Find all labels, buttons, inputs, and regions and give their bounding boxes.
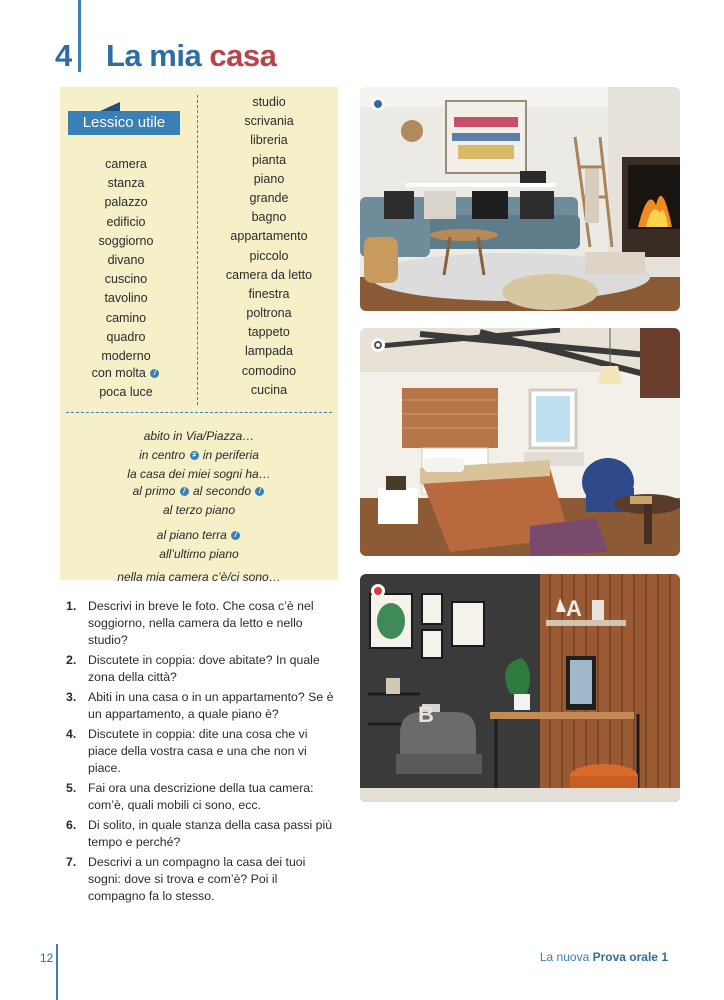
vocab-word: comodino [241, 363, 297, 378]
vocab-word: palazzo [104, 195, 148, 210]
vocab-word: piano [253, 171, 285, 186]
vocab-word: pianta [251, 152, 287, 167]
phrase: all’ultimo piano [159, 547, 239, 561]
series-lead: La nuova [539, 950, 590, 964]
questions-list [66, 598, 336, 908]
title-main: La mia [106, 38, 202, 73]
column-divider [197, 95, 198, 405]
letter-b-decoration: B [418, 702, 434, 727]
question-item: 5. Fai ora una descrizione della tua camera: com’è, quali mobili ci sono, ecc. [66, 781, 314, 812]
phrase: al primo / al secondo / [66, 484, 332, 503]
living-room-photo [360, 87, 680, 311]
alternative-icon: / [231, 531, 240, 540]
vocab-left-column [72, 155, 180, 404]
vocabulary-box [60, 87, 338, 584]
vocab-word: stanza [107, 176, 145, 191]
vocab-word: bagno [251, 210, 287, 225]
marker-white [374, 341, 382, 349]
phrase: in centro ≠ in periferia [139, 448, 259, 462]
vocab-word: tavolino [104, 291, 148, 306]
marker-red [374, 587, 382, 595]
vocab-word: libreria [250, 133, 288, 148]
page-title [106, 38, 276, 74]
study-illustration [360, 574, 680, 802]
alternative-icon: / [255, 487, 264, 496]
opposite-icon: ≠ [190, 451, 199, 460]
vocab-word: finestra [248, 286, 290, 301]
vocab-word: grande [249, 190, 289, 205]
vocab-right-column [208, 93, 330, 400]
study-photo [360, 574, 680, 802]
question-item: 1. Descrivi in breve le foto. Che cosa c’è nel soggiorno, nella camera da letto e nello studio? [66, 599, 314, 647]
bedroom-photo [360, 328, 680, 556]
vocab-word: divano [107, 252, 145, 267]
vocab-word: cucina [250, 382, 288, 397]
question-item: 6. Di solito, in quale stanza della casa passi più tempo e perché? [66, 818, 333, 849]
series-title [540, 950, 668, 964]
vocab-word: camera [105, 157, 147, 171]
phrases-divider [66, 412, 332, 413]
question-item: 3. Abiti in una casa o in un appartamento? Se è un appartamento, a quale piano è? [66, 690, 334, 721]
question-item: 7. Descrivi a un compagno la casa dei tuoi sogni: dove si trova e com’è? Poi il compagno fa lo stesso. [66, 855, 306, 903]
vocab-word: piccolo [249, 248, 289, 263]
vocab-word: camera da letto [225, 267, 313, 282]
question-item: 4. Discutete in coppia: dite una cosa che vi piace della vostra casa e una che non vi piace. [66, 727, 308, 775]
phrase: la casa dei miei sogni ha… [127, 467, 271, 481]
page-number: 12 [40, 951, 54, 965]
footer-rule [56, 944, 58, 1000]
title-accent: casa [209, 38, 277, 73]
phrase: al terzo piano [162, 503, 236, 517]
phrase: abito in Via/Piazza… [143, 429, 255, 443]
useful-phrases [66, 427, 332, 587]
vocab-word: tappeto [248, 325, 290, 340]
vocab-word: scrivania [244, 114, 294, 129]
living-room-illustration [360, 87, 680, 311]
vocab-word: con molta / [72, 366, 180, 385]
photo-marker [371, 338, 385, 352]
vocab-word: quadro [106, 329, 146, 344]
vocab-word: poca luce [99, 385, 153, 400]
vocab-word: poltrona [246, 306, 292, 321]
alternative-icon: / [180, 487, 189, 496]
series-name: Prova orale [592, 950, 658, 964]
bedroom-illustration [360, 328, 680, 556]
phrase: nella mia camera c’è/ci sono… [117, 570, 281, 584]
vocab-word: lampada [245, 344, 293, 359]
series-number: 1 [661, 950, 668, 964]
unit-number: 4 [55, 38, 73, 73]
vocab-word: cuscino [104, 272, 148, 287]
photo-marker [371, 584, 385, 598]
question-item: 2. Discutete in coppia: dove abitate? In quale zona della città? [66, 653, 320, 684]
vocab-word: edificio [106, 214, 146, 229]
lessico-label [68, 102, 184, 138]
photo-marker [371, 97, 385, 111]
vocab-word: camino [105, 310, 147, 325]
marker-blue [374, 100, 382, 108]
alternative-icon: / [150, 369, 159, 378]
lessico-title: Lessico utile [68, 111, 180, 135]
header-rule [78, 0, 81, 72]
phrase: al piano terra / [66, 528, 332, 547]
letter-a-decoration: A [566, 596, 582, 621]
vocab-word: moderno [101, 348, 151, 363]
vocab-word: studio [252, 95, 286, 109]
vocab-word: soggiorno [98, 233, 154, 248]
vocab-word: appartamento [230, 229, 308, 244]
